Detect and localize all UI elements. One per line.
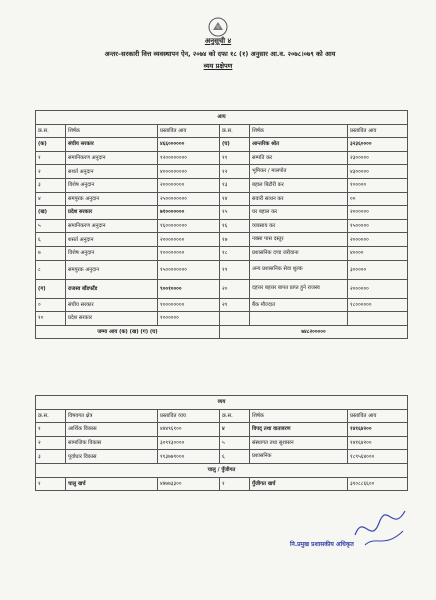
income-table — [35, 110, 408, 339]
table-row — [36, 423, 408, 437]
cell: २०००००० — [348, 233, 408, 247]
cell: पुँजीगत खर्च — [250, 477, 348, 491]
cell: ३०९१३०००० — [158, 436, 220, 450]
cell: (ग) — [36, 279, 66, 298]
cell: घर बहाल कर — [250, 206, 348, 220]
cell: १५०००००००० — [158, 260, 220, 279]
cell: (ख) — [36, 206, 66, 220]
cell: समानिकरण अनुदान — [66, 151, 158, 165]
cell: ४६६०००००० — [158, 138, 220, 152]
table-row — [36, 206, 408, 220]
cell: प्रदेश सरकार — [66, 312, 158, 326]
table-row — [36, 219, 408, 233]
cell: ० — [36, 298, 66, 312]
table-row — [36, 151, 408, 165]
cell: १०००००० — [158, 312, 220, 326]
cell: १४१६४२०० — [348, 423, 408, 437]
col-header: प्रस्तावित आय — [348, 409, 408, 423]
cell: ४४४९६१०० — [158, 423, 220, 437]
income-section-heading: आय — [36, 111, 408, 125]
cell: २१ — [220, 298, 250, 312]
cell: प्रदेश सरकार — [66, 206, 158, 220]
cell: (क) — [36, 138, 66, 152]
cell: सम्पति कर — [250, 151, 348, 165]
cell: १४ — [220, 192, 250, 206]
cell: १८९५६४००० — [348, 450, 408, 464]
cell: ३००००० — [348, 260, 408, 279]
table-row — [36, 279, 408, 298]
col-header: प्रस्तावित आय — [158, 124, 220, 138]
col-header: शिर्षक — [250, 124, 348, 138]
cell: १०००००००० — [158, 298, 220, 312]
official-stamp: नि.प्रमुख प्रशासकीय अधिकृत — [290, 541, 354, 548]
cell — [250, 312, 348, 326]
cell: समपुरक अनुदान — [66, 192, 158, 206]
cell: १८०००००० — [348, 298, 408, 312]
cell: ८ — [36, 260, 66, 279]
col-header: क्र.स. — [220, 409, 250, 423]
cell: ७ — [36, 246, 66, 260]
cell: प्रशासनिक — [250, 450, 348, 464]
table-row — [36, 233, 408, 247]
expense-header-row — [36, 409, 408, 423]
cell: आन्तरिक श्रोत — [250, 138, 348, 152]
signature-mark — [345, 505, 415, 553]
income-total-value: ७४८२००००० — [220, 325, 408, 339]
col-header: शिर्षक — [250, 409, 348, 423]
cell: प्रशासनिक दण्ड जरीवाना — [250, 246, 348, 260]
cell: सवारी साधन कर — [250, 192, 348, 206]
cell: चालु खर्च — [66, 477, 158, 491]
table-row — [36, 165, 408, 179]
cell: बैंक मौज्दात — [250, 298, 348, 312]
cell: ३ — [36, 178, 66, 192]
cell: राजस्व बाँडफाँड — [66, 279, 158, 298]
cell: समपुरक अनुदान — [66, 260, 158, 279]
cell: २५०००००००० — [158, 192, 220, 206]
income-body — [36, 138, 408, 326]
cell: १३ — [220, 178, 250, 192]
cell: २०००००० — [348, 206, 408, 220]
table-row — [36, 192, 408, 206]
cell: १७ — [220, 233, 250, 247]
table-row — [36, 312, 408, 326]
cell: ११ — [220, 151, 250, 165]
table-row — [36, 298, 408, 312]
cell: ४४७७३३०० — [158, 477, 220, 491]
cell: १ — [36, 151, 66, 165]
col-header: प्रस्तावित आय — [348, 124, 408, 138]
cell: ७१००००००० — [158, 206, 220, 220]
expense-body — [36, 423, 408, 464]
income-total-label: जम्मा आय (क) (ख) (ग) (घ) — [36, 325, 220, 339]
cell: ६ — [220, 450, 250, 464]
cell: १ — [36, 423, 66, 437]
cell: १६ — [220, 219, 250, 233]
cell: विशेष अनुदान — [66, 178, 158, 192]
col-header: क्र.स. — [36, 124, 66, 138]
cell: २० — [220, 279, 250, 298]
cell: १० — [36, 312, 66, 326]
cell: २३००००० — [348, 151, 408, 165]
table-row — [36, 138, 408, 152]
cell: बहाल बिटौरी कर — [250, 178, 348, 192]
cell: आर्थिक विकास — [66, 423, 158, 437]
expense-section-heading: व्यय — [36, 396, 408, 410]
cell: २०००००० — [348, 279, 408, 298]
cell: विशेष अनुदान — [66, 246, 158, 260]
cell: १६०००००००० — [158, 219, 220, 233]
col-header: प्रस्तावित व्यय — [158, 409, 220, 423]
annex-title: अनुसूची ४ — [204, 37, 232, 45]
table-row — [36, 450, 408, 464]
cell: १५ — [220, 206, 250, 220]
cell: १ — [220, 477, 250, 491]
cell: ०० — [348, 192, 408, 206]
cell: ३२३६०००० — [348, 138, 408, 152]
cell: १४१६४२०० — [348, 436, 408, 450]
table-row — [36, 246, 408, 260]
cell: अन्य प्रशासनिक सेवा शुल्क — [250, 260, 348, 279]
col-header: शिर्षक — [66, 124, 158, 138]
cell: समानिकरण अनुदान — [66, 219, 158, 233]
table-row — [36, 178, 408, 192]
cell: २ — [36, 436, 66, 450]
cell: दहत्तर बहत्तर बापत प्राप्त हुने राजस्व — [250, 279, 348, 298]
cell: पूर्वाधार विकास — [66, 450, 158, 464]
cell: ३ — [36, 450, 66, 464]
expense-table — [35, 395, 408, 491]
income-total-row — [36, 325, 408, 339]
cell: ४०००० — [348, 246, 408, 260]
cell — [220, 312, 250, 326]
cell: ६ — [36, 233, 66, 247]
income-header-row — [36, 124, 408, 138]
cell: ३१०८८६६०० — [348, 477, 408, 491]
emblem-icon — [208, 17, 228, 37]
cell: भूमिकर / मालपोत — [250, 165, 348, 179]
cell: १२ — [220, 165, 250, 179]
cell: संस्थागत तथा सुशासन — [250, 436, 348, 450]
cell: १ — [36, 477, 66, 491]
cell: २ — [36, 165, 66, 179]
expense-last-row — [36, 477, 408, 491]
cell: व्यवसाय कर — [250, 219, 348, 233]
expense-subsection: चालु / पुँजीगत — [36, 463, 408, 477]
cell: ४३००००० — [348, 165, 408, 179]
col-header: क्र.स. — [220, 124, 250, 138]
cell: सामाजिक विकास — [66, 436, 158, 450]
cell: ४००००००००० — [158, 165, 220, 179]
col-header: क्र.स. — [36, 409, 66, 423]
cell: १०००००००० — [158, 246, 220, 260]
cell: २०००००००० — [158, 233, 220, 247]
cell: ५ — [220, 436, 250, 450]
cell: नक्सा पास दस्तुर — [250, 233, 348, 247]
cell: १८ — [220, 246, 250, 260]
cell: १२०००००००० — [158, 151, 220, 165]
document-subtitle-2: व्यय प्रक्षेपण — [203, 62, 233, 70]
cell: सशर्त अनुदान — [66, 165, 158, 179]
cell: २०००००००० — [158, 178, 220, 192]
col-header: विषयगत क्षेत्र — [66, 409, 158, 423]
cell: ५ — [36, 219, 66, 233]
table-row — [36, 260, 408, 279]
table-row — [36, 436, 408, 450]
cell: १५००००० — [348, 219, 408, 233]
cell: (घ) — [220, 138, 250, 152]
cell: शसर्त अनुदान — [66, 233, 158, 247]
cell: संघीय सरकार — [66, 298, 158, 312]
cell: १००००० — [348, 178, 408, 192]
cell: ४ — [36, 192, 66, 206]
cell: संघीय सरकार — [66, 138, 158, 152]
cell: ९००१०००० — [158, 279, 220, 298]
document-subtitle: अन्तर–सरकारी वित्त व्यवस्थापन ऐन, २०७४ को दफा १८ (१) अनुसार आ.व. २०७८।०७९ को आय — [104, 50, 336, 58]
cell: विपद् तथा वातावरण — [250, 423, 348, 437]
cell — [348, 312, 408, 326]
cell: ४ — [220, 423, 250, 437]
cell: १९ — [220, 260, 250, 279]
cell: ११३७७९००० — [158, 450, 220, 464]
